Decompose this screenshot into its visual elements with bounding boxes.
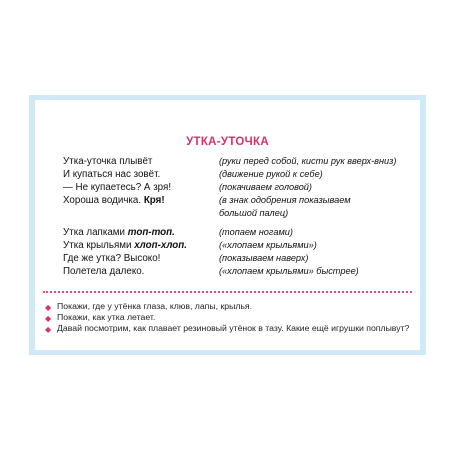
task-item [45, 301, 410, 312]
dotted-divider [43, 291, 412, 293]
diamond-icon: ◆ [45, 303, 52, 312]
verse-text: Хороша водичка. Кря! [63, 195, 165, 206]
verse-text: Где же утка? Высоко! [63, 253, 161, 264]
gesture-note: (в знак одобрения показываем [219, 195, 351, 205]
task-list [45, 301, 410, 334]
gesture-note: (покачиваем головой) [219, 182, 312, 192]
verse-text: — Не купаетесь? А зря! [63, 182, 172, 193]
gesture-note: («хлопаем крыльями» быстрее) [219, 266, 359, 276]
card-frame [29, 95, 426, 355]
task-text: Давай посмотрим, как плавает резиновый утёнок в тазу. Какие ещё игрушки поплывут? [57, 323, 410, 333]
task-item [45, 312, 410, 323]
verse-text: Утка крыльями хлоп-хлоп. [63, 240, 187, 251]
gesture-note: («хлопаем крыльями») [219, 240, 317, 250]
verse-emphasis: топ-топ. [127, 227, 175, 238]
verse-text: Утка лапками топ-топ. [63, 227, 175, 238]
gesture-note: большой палец) [219, 208, 289, 218]
poem-title: УТКА-УТОЧКА [186, 136, 269, 148]
gesture-note: (руки перед собой, кисти рук вверх-вниз) [219, 156, 397, 166]
task-text: Покажи, как утка летает. [57, 312, 156, 322]
gesture-note: (топаем ногами) [219, 227, 293, 237]
gesture-note: (движение рукой к себе) [219, 169, 323, 179]
card-content [35, 100, 420, 350]
gesture-note: (показываем наверх) [219, 253, 309, 263]
diamond-icon: ◆ [45, 314, 52, 323]
verse-emphasis: хлоп-хлоп. [134, 240, 187, 251]
task-item [45, 323, 410, 334]
verse-emphasis: Кря! [143, 195, 165, 206]
verse-text: И купаться нас зовёт. [63, 169, 161, 180]
diamond-icon: ◆ [45, 325, 52, 334]
task-text: Покажи, где у утёнка глаза, клюв, лапы, крылья. [57, 301, 253, 311]
verse-text: Полетела далеко. [63, 266, 145, 277]
verse-text: Утка-уточка плывёт [63, 156, 153, 167]
